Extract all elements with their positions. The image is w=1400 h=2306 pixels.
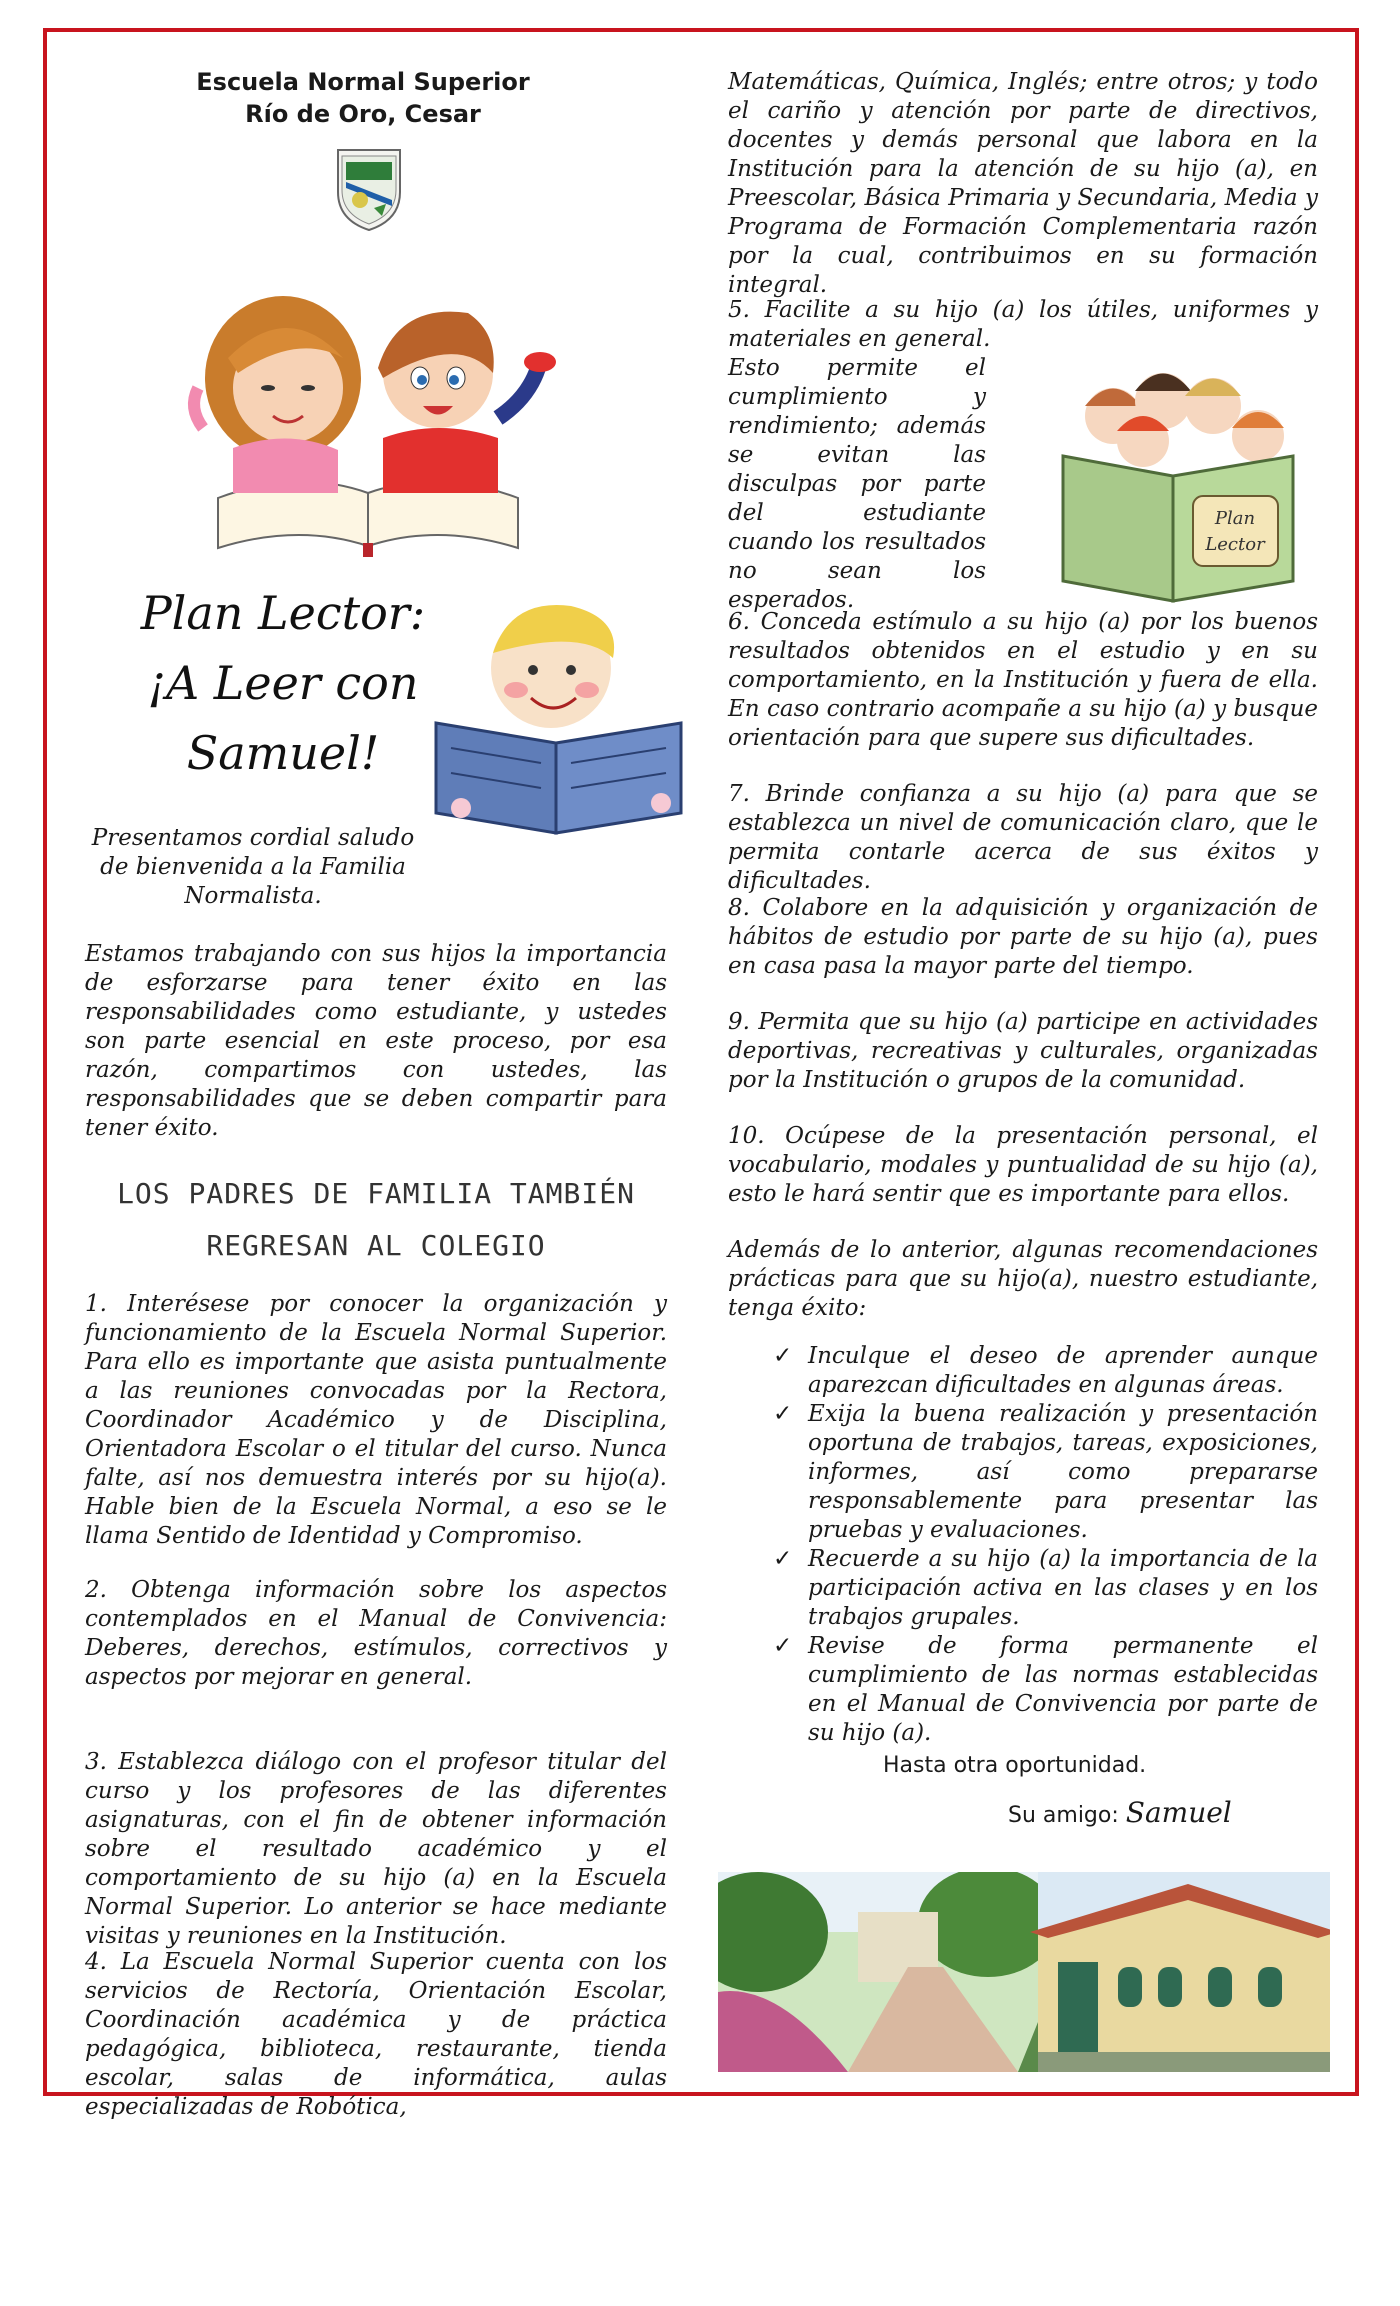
signoff-label: Su amigo: — [1008, 1803, 1119, 1828]
recommendation-text: Revise de forma permanente el cumplimiento de las normas establecidas en el Manual de Convivencia por parte de su hijo (a). — [808, 1633, 1318, 1746]
title-line2: ¡A Leer con — [147, 656, 419, 710]
welcome-message: Presentamos cordial saludo de bienvenida a la Familia Normalista. — [91, 825, 415, 909]
section-heading — [85, 1168, 667, 1272]
school-name-line2: Río de Oro, Cesar — [245, 100, 481, 128]
left-column — [43, 28, 683, 2120]
check-icon: ✓ — [773, 1343, 793, 1369]
check-icon: ✓ — [773, 1633, 793, 1659]
item-7: 7. Brinde confianza a su hijo (a) para que se establezca un nivel de comunicación claro, que le permita contarle acerca de sus éxitos y dificultades. — [728, 781, 1318, 894]
check-icon: ✓ — [773, 1401, 793, 1427]
recommendation-item — [773, 1545, 1318, 1632]
recommendations-list — [773, 1342, 1318, 1748]
item-5-first-line: 5. Facilite a su hijo (a) los útiles, uniformes y materiales en general. — [728, 297, 1318, 352]
book-label-line1: Plan — [1214, 508, 1256, 529]
title-line3: Samuel! — [186, 726, 380, 780]
intro-paragraph: Estamos trabajando con sus hijos la importancia de esforzarse para tener éxito en las responsabilidades como estudiante, y ustedes son parte esencial en este proceso, por esa razón, compartimos con ustedes, las responsabilidades que se deben compartir para tener éxito. — [85, 941, 667, 1141]
school-name-line1: Escuela Normal Superior — [196, 68, 530, 96]
school-name — [143, 66, 583, 130]
item-10: 10. Ocúpese de la presentación personal, el vocabulario, modales y puntualidad de su hijo (a), esto le hará sentir que es importante para ellos. — [728, 1123, 1318, 1207]
title-line1: Plan Lector: — [140, 586, 426, 640]
recommendation-item — [773, 1342, 1318, 1400]
item-4: 4. La Escuela Normal Superior cuenta con los servicios de Rectoría, Orientación Escolar, Coordinación académica y de práctica pedagógica, biblioteca, restaurante, tienda escolar, salas de informática, aulas especializadas de Robótica, — [85, 1949, 667, 2120]
recommendation-item — [773, 1632, 1318, 1748]
item-1: 1. Interésese por conocer la organización y funcionamiento de la Escuela Normal Superior. Para ello es importante que asista puntualmente a las reuniones convocadas por la Rectora, Coordinador Académico y de Disciplina, Orientadora Escolar o el titular del curso. Nunca falte, así nos demuestra interés por su hijo(a). Hable bien de la Escuela Normal, a eso se le llama Sentido de Identidad y Compromiso. — [85, 1291, 667, 1549]
item-4-continued: Matemáticas, Química, Inglés; entre otros; y todo el cariño y atención por parte de directivos, docentes y demás personal que labora en la Institución para la atención de su hijo (a), en Preescolar, Básica Primaria y Secundaria, Media y Programa de Formación Complementaria razón por la cual, contribuimos en su formación integral. — [728, 69, 1318, 298]
plan-lector-title — [113, 578, 453, 788]
item-3: 3. Establezca diálogo con el profesor titular del curso y los profesores de las diferentes asignaturas, con el fin de obtener información sobre el resultado académico y el comportamiento de su hijo (a) en la Escuela Normal Superior. Lo anterior se hace mediante visitas y reuniones en la Institución. — [85, 1749, 667, 1949]
plan-lector-book-illustration — [1043, 346, 1313, 606]
book-label-line2: Lector — [1205, 534, 1265, 555]
recommendation-text: Recuerde a su hijo (a) la importancia de la participación activa en las clases y en los trabajos grupales. — [808, 1546, 1318, 1630]
signoff — [1008, 1796, 1232, 1829]
item-6: 6. Conceda estímulo a su hijo (a) por los buenos resultados obtenidos en el estudio y en su comportamiento, en la Institución y fuera de ella. En caso contrario acompañe a su hijo (a) y busque orientación para que supere sus dificultades. — [728, 609, 1318, 751]
item-5-text: Esto permite el cumplimiento y rendimiento; además se evitan las disculpas por parte del estudiante cuando los resultados no sean los esperados. — [728, 355, 986, 613]
section-heading-line2: REGRESAN AL COLEGIO — [206, 1229, 546, 1262]
samuel-reading-illustration — [431, 598, 691, 838]
school-photos — [718, 1872, 1330, 2072]
recommendation-text: Inculque el deseo de aprender aunque aparezcan dificultades en algunas áreas. — [808, 1343, 1318, 1398]
recommendations-intro: Además de lo anterior, algunas recomendaciones prácticas para que su hijo(a), nuestro estudiante, tenga éxito: — [728, 1237, 1318, 1321]
school-crest-logo — [332, 142, 406, 234]
right-column — [728, 28, 1318, 2096]
item-8: 8. Colabore en la adquisición y organización de hábitos de estudio por parte de su hijo (a), pues en casa pasa la mayor parte del tiempo. — [728, 895, 1318, 979]
item-2: 2. Obtenga información sobre los aspectos contemplados en el Manual de Convivencia: Deberes, derechos, estímulos, correctivos y aspectos por mejorar en general. — [85, 1577, 667, 1690]
section-heading-line1: LOS PADRES DE FAMILIA TAMBIÉN — [117, 1177, 635, 1210]
farewell-text: Hasta otra oportunidad. — [883, 1753, 1147, 1778]
recommendation-item — [773, 1400, 1318, 1545]
item-9: 9. Permita que su hijo (a) participe en actividades deportivas, recreativas y culturales, organizadas por la Institución o grupos de la comunidad. — [728, 1009, 1318, 1093]
signoff-signature: Samuel — [1125, 1796, 1232, 1829]
recommendation-text: Exija la buena realización y presentación oportuna de trabajos, tareas, exposiciones, informes, así como prepararse responsablemente para presentar las pruebas y evaluaciones. — [808, 1401, 1318, 1543]
check-icon: ✓ — [773, 1546, 793, 1572]
children-reading-illustration — [178, 278, 558, 558]
